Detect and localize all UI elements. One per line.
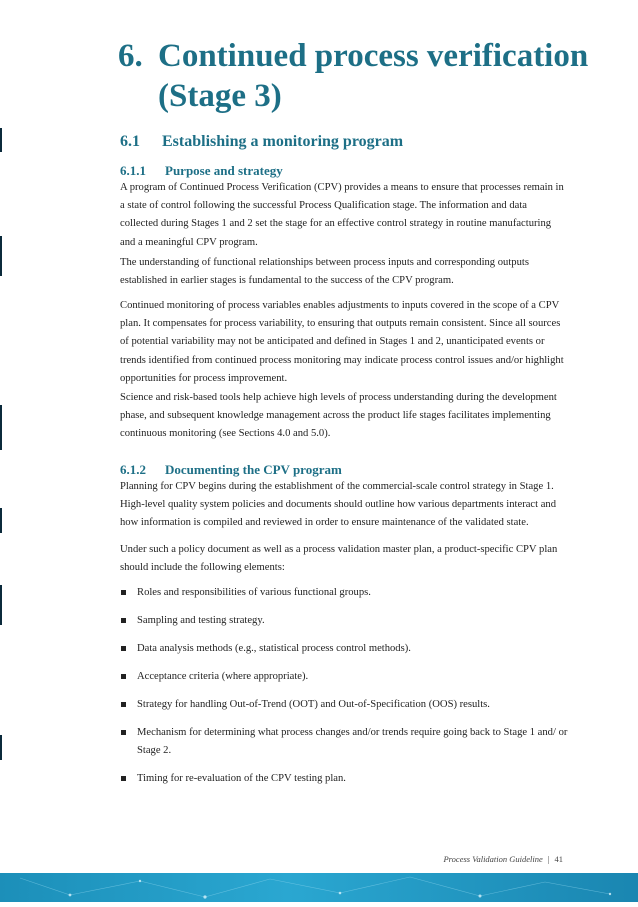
bullet-square-icon (121, 618, 126, 623)
section-number: 6.1 (120, 133, 140, 150)
list-item (120, 640, 570, 658)
chapter-title-line1: Continued process verification (158, 38, 589, 74)
paragraph: Planning for CPV begins during the establishment of the commercial-scale control strategy in Stage 1. High-level quality system policies and documents should outline how various departments interact and how information is compiled and reviewed in order to ensure maintenance of the validated state. (120, 481, 557, 529)
binding-edge (0, 508, 2, 533)
bullet-square-icon (121, 590, 126, 595)
list-item (120, 724, 570, 760)
subsection-number: 6.1.1 (120, 163, 146, 178)
subsection-heading-purpose (120, 163, 283, 179)
chapter-number: 6. (118, 38, 143, 74)
paragraph: Under such a policy document as well as a process validation master plan, a product-specific CPV plan should include the following elements: (120, 544, 558, 574)
list-item-text: Timing for re-evaluation of the CPV testing plan. (137, 773, 346, 784)
list-item-text: Strategy for handling Out-of-Trend (OOT) and Out-of-Specification (OOS) results. (137, 699, 490, 710)
section-title: Establishing a monitoring program (162, 133, 404, 150)
footer-separator: | (547, 854, 550, 864)
list-item (120, 584, 570, 602)
binding-edge (0, 405, 2, 450)
page-number: 41 (554, 854, 563, 864)
footer-decorative-band (0, 873, 638, 902)
bullet-square-icon (121, 702, 126, 707)
bullet-square-icon (121, 646, 126, 651)
binding-edge (0, 236, 2, 276)
network-pattern-icon (0, 873, 638, 902)
list-item (120, 696, 570, 714)
subsection-title: Purpose and strategy (165, 163, 283, 178)
list-item-text: Sampling and testing strategy. (137, 615, 265, 626)
list-item (120, 770, 570, 788)
paragraph: A program of Continued Process Verification (CPV) provides a means to ensure that processes remain in a state of control following the successful Process Qualification stage. The information and data collected during Stages 1 and 2 set the stage for an effective control strategy in routine manufacturing and a meaningful CPV program. (120, 182, 564, 248)
chapter-heading (118, 36, 598, 116)
paragraph: Continued monitoring of process variables enables adjustments to inputs covered in the scope of a CPV plan. It compensates for process variability, to ensuring that outputs remain consistent. Since all sources of potential variability may not be anticipated and defined in Stages 1 and 2, unanticipated events or trends identified from continued process monitoring may indicate process control issues and/or highlight opportunities for process improvement. (120, 300, 564, 384)
binding-edge (0, 585, 2, 625)
section-heading (120, 133, 403, 151)
list-item (120, 612, 570, 630)
requirements-list (120, 584, 570, 798)
chapter-title-line2: (Stage 3) (158, 78, 282, 114)
list-item-text: Acceptance criteria (where appropriate). (137, 671, 309, 682)
list-item-text: Roles and responsibilities of various functional groups. (137, 587, 371, 598)
bullet-square-icon (121, 730, 126, 735)
bullet-square-icon (121, 674, 126, 679)
subsection-heading-documenting (120, 462, 342, 478)
subsection-title: Documenting the CPV program (165, 462, 342, 477)
footer-publication-title: Process Validation Guideline (443, 854, 543, 864)
paragraph: Science and risk-based tools help achieve high levels of process understanding during the development phase, and subsequent knowledge management across the product life stages facilitates implementing continuous monitoring (see Sections 4.0 and 5.0). (120, 392, 557, 440)
list-item-text: Data analysis methods (e.g., statistical process control methods). (137, 643, 411, 654)
binding-edge (0, 735, 2, 760)
page-footer (443, 854, 563, 864)
binding-edge (0, 128, 2, 152)
subsection-number: 6.1.2 (120, 462, 146, 477)
list-item-text: Mechanism for determining what process changes and/or trends require going back to Stage 1 and/ or Stage 2. (137, 727, 568, 756)
list-item (120, 668, 570, 686)
paragraph: The understanding of functional relationships between process inputs and corresponding outputs established in earlier stages is fundamental to the success of the CPV program. (120, 257, 529, 287)
bullet-square-icon (121, 776, 126, 781)
